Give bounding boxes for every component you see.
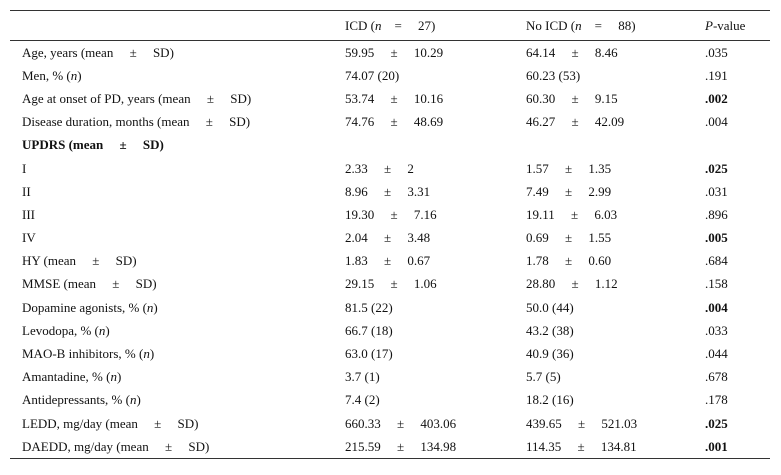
p-value: .035: [705, 44, 728, 60]
table-row: [10, 296, 770, 319]
icd-value: 63.0 (17): [345, 346, 393, 362]
row-label-n: n: [70, 67, 78, 83]
header-icd-prefix: ICD (: [345, 17, 375, 33]
row-label: LEDD, mg/day (mean ± SD): [22, 415, 199, 431]
row-label-n: n: [146, 299, 154, 315]
p-value: .004: [705, 299, 728, 315]
icd-value: 29.15 ± 1.06: [345, 276, 437, 292]
row-label-n: n: [98, 322, 106, 338]
p-value: .191: [705, 67, 728, 83]
section-row: [10, 134, 770, 157]
icd-value: 2.04 ± 3.48: [345, 230, 431, 246]
row-label-prefix: Dopamine agonists, % (: [22, 299, 147, 315]
section-heading: UPDRS (mean ± SD): [22, 137, 164, 153]
table-row: [10, 342, 770, 365]
p-value: .031: [705, 183, 728, 199]
row-label-suffix: ): [116, 369, 122, 385]
table-row: [10, 64, 770, 87]
no-icd-value: 50.0 (44): [526, 299, 574, 315]
icd-value: 7.4 (2): [345, 392, 380, 408]
row-label: IV: [22, 230, 36, 246]
table-row: [10, 227, 770, 250]
header-label-column: [10, 11, 333, 41]
row-label: MMSE (mean ± SD): [22, 276, 157, 292]
row-label-suffix: ): [105, 322, 110, 338]
table-row: [10, 319, 770, 342]
header-icd-n: n: [374, 17, 382, 33]
no-icd-value: 7.49 ± 2.99: [526, 183, 612, 199]
row-label-prefix: Antidepressants, % (: [22, 392, 130, 408]
table-row: [10, 203, 770, 226]
table-row: [10, 366, 770, 389]
row-label-prefix: Levodopa, % (: [22, 322, 99, 338]
p-value: .025: [705, 160, 728, 176]
table-row: [10, 41, 770, 65]
p-value: .896: [705, 206, 728, 222]
row-label-n: n: [143, 346, 150, 362]
no-icd-value: 114.35 ± 134.81: [514, 435, 695, 459]
no-icd-value: 18.2 (16): [526, 392, 574, 408]
table-row: [10, 389, 770, 412]
icd-value: 19.30 ± 7.16: [345, 206, 437, 222]
row-label: [10, 366, 333, 389]
row-label: Age at onset of PD, years (mean ± SD): [22, 90, 252, 106]
icd-value: 74.76 ± 48.69: [345, 114, 444, 130]
p-value: .178: [705, 392, 728, 408]
icd-value: 81.5 (22): [345, 299, 393, 315]
row-label: Age, years (mean ± SD): [22, 44, 174, 60]
row-label-prefix: Amantadine, % (: [22, 369, 111, 385]
icd-value: 74.07 (20): [345, 67, 400, 83]
row-label: [10, 319, 333, 342]
row-label-prefix: MAO-B inhibitors, % (: [22, 346, 144, 362]
header-p-suffix: -value: [712, 17, 746, 33]
table-container: [10, 10, 770, 459]
no-icd-value: 60.30 ± 9.15: [526, 90, 618, 106]
row-label: [10, 342, 333, 365]
icd-value: 59.95 ± 10.29: [345, 44, 444, 60]
no-icd-value: 1.78 ± 0.60: [526, 253, 612, 269]
row-label: III: [22, 206, 35, 222]
icd-value: 1.83 ± 0.67: [345, 253, 431, 269]
icd-value: 215.59 ± 134.98: [333, 435, 514, 459]
no-icd-value: 0.69 ± 1.55: [526, 230, 612, 246]
header-noicd-suffix: = 88): [581, 17, 636, 33]
row-label-suffix: ): [153, 299, 158, 315]
row-label: [10, 389, 333, 412]
header-icd-suffix: = 27): [381, 17, 436, 33]
row-label: DAEDD, mg/day (mean ± SD): [10, 435, 333, 459]
no-icd-value: 43.2 (38): [526, 322, 574, 338]
table-row: [10, 250, 770, 273]
no-icd-value: 46.27 ± 42.09: [526, 114, 625, 130]
row-label-n: n: [129, 392, 137, 408]
row-label-suffix: ): [136, 392, 141, 408]
row-label: I: [22, 160, 27, 176]
no-icd-value: 5.7 (5): [526, 369, 561, 385]
no-icd-value: 64.14 ± 8.46: [526, 44, 618, 60]
p-value: .033: [705, 322, 728, 338]
p-value: .678: [705, 369, 728, 385]
p-value: .158: [705, 276, 728, 292]
header-noicd-n: n: [575, 17, 582, 33]
table-row: [10, 180, 770, 203]
table-row: [10, 273, 770, 296]
no-icd-value: 1.57 ± 1.35: [526, 160, 612, 176]
p-value: .005: [705, 230, 728, 246]
icd-value: 3.7 (1): [345, 369, 380, 385]
p-value: .025: [705, 415, 728, 431]
row-label: Disease duration, months (mean ± SD): [22, 114, 251, 130]
header-no-icd: [514, 11, 695, 41]
header-icd: [333, 11, 514, 41]
row-label: [10, 296, 333, 319]
table-row: [10, 157, 770, 180]
icd-value: 660.33 ± 403.06: [345, 415, 457, 431]
header-p-value: [695, 11, 770, 41]
row-label: HY (mean ± SD): [22, 253, 137, 269]
row-label-suffix: ): [149, 346, 155, 362]
header-noicd-prefix: No ICD (: [526, 17, 576, 33]
no-icd-value: 40.9 (36): [526, 346, 574, 362]
icd-value: 66.7 (18): [345, 322, 393, 338]
no-icd-value: 60.23 (53): [526, 67, 581, 83]
no-icd-value: 19.11 ± 6.03: [526, 206, 618, 222]
p-value: .001: [695, 435, 770, 459]
p-value: .004: [705, 114, 728, 130]
clinical-characteristics-table: [10, 10, 770, 459]
row-label-prefix: Men, % (: [22, 67, 71, 83]
row-label-suffix: ): [77, 67, 82, 83]
icd-value: 8.96 ± 3.31: [345, 183, 431, 199]
icd-value: 53.74 ± 10.16: [345, 90, 444, 106]
no-icd-value: 439.65 ± 521.03: [526, 415, 638, 431]
row-label-n: n: [110, 369, 117, 385]
p-value: .684: [705, 253, 728, 269]
table-header: [10, 11, 770, 41]
row-label: [10, 64, 333, 87]
icd-value: 2.33 ± 2: [345, 160, 414, 176]
table-row: [10, 87, 770, 110]
header-p-italic: P: [705, 17, 713, 33]
p-value: .002: [705, 90, 728, 106]
table-row: [10, 412, 770, 435]
table-body: [10, 41, 770, 459]
table-row: [10, 111, 770, 134]
row-label: II: [22, 183, 31, 199]
no-icd-value: 28.80 ± 1.12: [526, 276, 618, 292]
table-row: [10, 435, 770, 459]
header-row: [10, 11, 770, 41]
p-value: .044: [705, 346, 728, 362]
